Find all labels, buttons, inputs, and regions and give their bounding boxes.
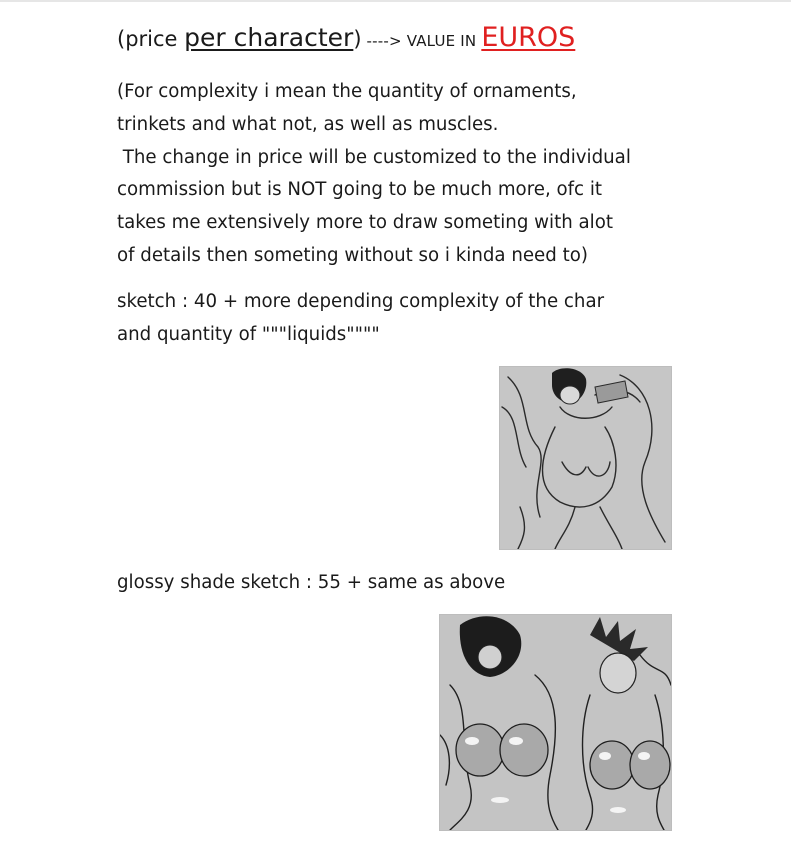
- complexity-line: takes me extensively more to draw someting with alot: [117, 212, 613, 234]
- sketch-example-image: [499, 366, 672, 550]
- complexity-line: commission but is NOT going to be much more, ofc it: [117, 179, 603, 201]
- complexity-line: trinkets and what not, as well as muscles.: [117, 113, 499, 135]
- sketch-price-line: and quantity of """liquids"""": [117, 323, 380, 345]
- heading-per-character: per character: [184, 23, 354, 52]
- sketch-example-drawing: [500, 367, 671, 549]
- price-heading: [117, 20, 575, 59]
- sketch-price-line: sketch : 40 + more depending complexity of the char: [117, 291, 605, 312]
- heading-close-paren: ): [353, 27, 362, 51]
- complexity-line: (For complexity i mean the quantity of ornaments,: [117, 81, 577, 102]
- complexity-line: of details then someting without so i kinda need to): [117, 244, 588, 266]
- heading-currency: EUROS: [481, 22, 576, 53]
- heading-arrow-text: ----> VALUE IN: [361, 32, 482, 50]
- heading-open-text: (price: [117, 27, 185, 51]
- glossy-example-drawing: [440, 615, 671, 830]
- sketch-price: [117, 286, 604, 352]
- glossy-price: [117, 567, 505, 600]
- glossy-example-image: [439, 614, 672, 831]
- complexity-line: The change in price will be customized to the individual: [117, 146, 631, 168]
- page-top-border: [0, 0, 791, 2]
- complexity-note: [117, 76, 631, 273]
- glossy-price-line: glossy shade sketch : 55 + same as above: [117, 572, 506, 593]
